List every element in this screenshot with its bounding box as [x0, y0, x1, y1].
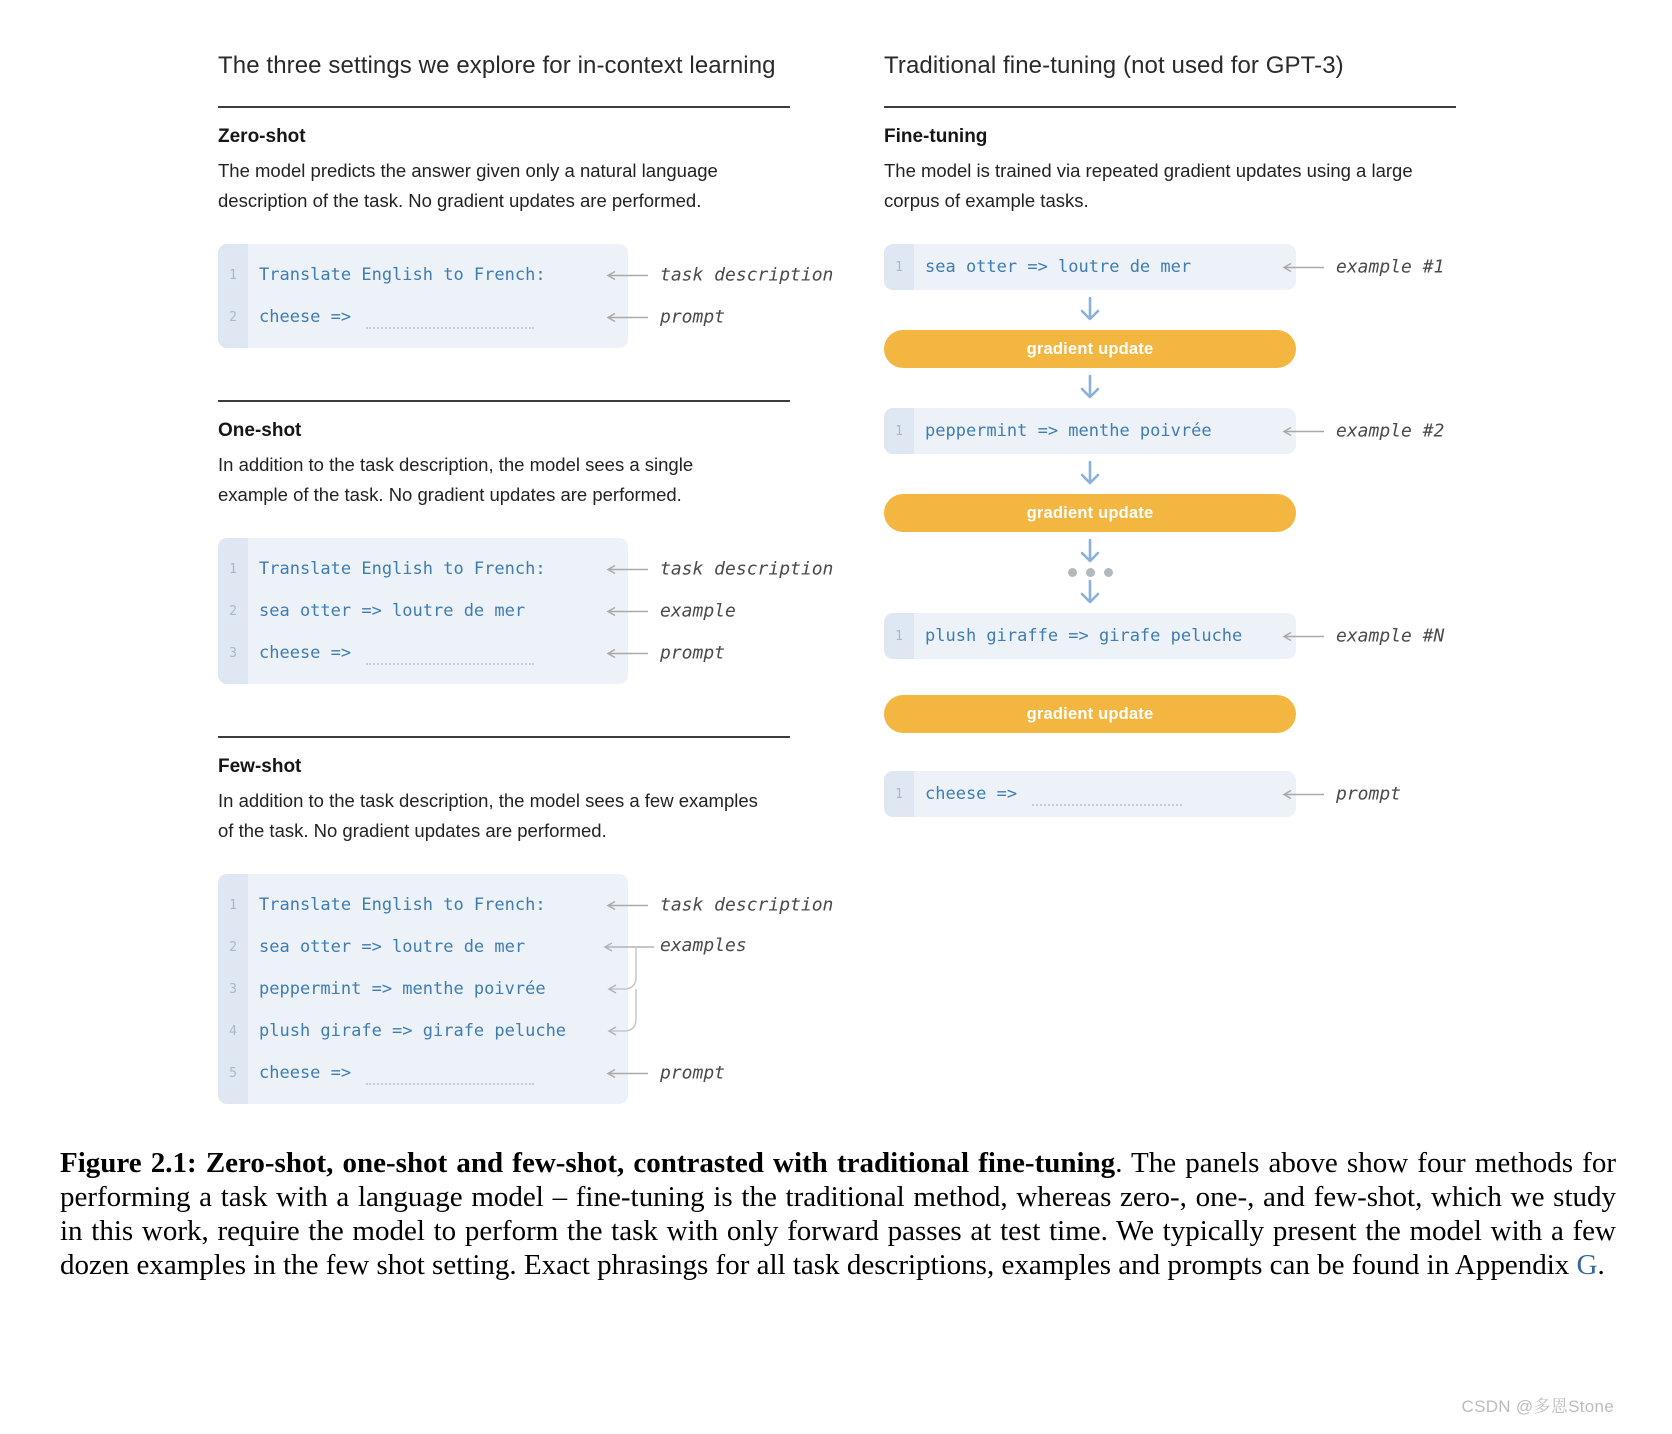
- annotation-text: example #1: [1336, 256, 1445, 278]
- line-number: 3: [229, 981, 237, 997]
- caption-period: .: [1597, 1249, 1605, 1281]
- annotation-text: prompt: [660, 642, 726, 664]
- prompt-box: [884, 771, 1402, 817]
- annotation-label: [604, 601, 736, 622]
- annotation-text: examples: [660, 935, 747, 956]
- prompt-dotted-blank: [1032, 804, 1182, 806]
- left-panel-title: The three settings we explore for in-context learning: [218, 52, 790, 108]
- down-arrow-icon: [1078, 460, 1102, 488]
- section-heading-few-shot: Few-shot: [218, 756, 302, 777]
- section-heading-zero-shot: Zero-shot: [218, 126, 306, 147]
- zero-shot-code-box: [218, 244, 834, 348]
- annotation-label: [1280, 626, 1444, 647]
- left-arrow-icon: [604, 605, 650, 617]
- section-description: The model is trained via repeated gradient updates using a large corpus of example tasks.: [884, 160, 1413, 211]
- annotation-text: prompt: [1336, 783, 1402, 805]
- down-arrow-icon: [1078, 374, 1102, 402]
- down-arrow-icon: [1078, 538, 1102, 566]
- left-arrow-icon: [604, 311, 650, 323]
- section-divider: [218, 736, 790, 738]
- pill-label: gradient update: [1026, 503, 1154, 522]
- pill-label: gradient update: [1026, 339, 1154, 358]
- left-arrow-icon: [604, 563, 650, 575]
- code-text: cheese =>: [259, 643, 352, 663]
- code-line: [218, 926, 628, 968]
- annotation-label: [660, 935, 747, 956]
- watermark: CSDN @多恩Stone: [1461, 1397, 1614, 1416]
- code-text: plush giraffe => girafe peluche: [925, 626, 1243, 646]
- caption-body: . The panels above show four methods for performing a task with a language model – fine-tuning is the traditional method, whereas zero-, one-, and few-shot, which we study in this work, require the model to perform the task with only forward passes at test time. We typically present the model with a few dozen examples in the few shot setting. Exact phrasings for all task descriptions, examples and prompts can be found in Appendix: [60, 1147, 1616, 1281]
- code-text: plush girafe => girafe peluche: [259, 1021, 567, 1041]
- bracket-icon: [596, 874, 656, 1054]
- code-line: [218, 632, 726, 674]
- code-line: [218, 884, 834, 926]
- line-number: 1: [895, 423, 903, 439]
- code-text: Translate English to French:: [259, 895, 546, 915]
- code-text: cheese =>: [259, 1063, 352, 1083]
- code-text: peppermint => menthe poivrée: [925, 421, 1212, 441]
- annotation-label: [1280, 421, 1444, 442]
- code-line: [218, 1052, 726, 1094]
- down-arrow-icon: [1078, 579, 1102, 607]
- line-number: 2: [229, 603, 237, 619]
- annotation-label: [604, 307, 725, 328]
- figure-caption: [60, 1146, 1616, 1282]
- fine-tuning-flow: [884, 244, 1445, 817]
- line-number: 1: [229, 267, 237, 283]
- annotation-text: example: [660, 600, 736, 622]
- line-number: 2: [229, 939, 237, 955]
- gradient-update-pill: [884, 695, 1296, 733]
- caption-bold-title: Figure 2.1: Zero-shot, one-shot and few-shot, contrasted with traditional fine-tuning: [60, 1147, 1116, 1179]
- line-number: 5: [229, 1065, 237, 1081]
- code-line: [884, 410, 1445, 452]
- code-line: [218, 590, 736, 632]
- code-text: Translate English to French:: [259, 559, 546, 579]
- example-1-box: [884, 244, 1445, 290]
- left-arrow-icon: [604, 269, 650, 281]
- line-number: 1: [895, 628, 903, 644]
- line-number: 1: [229, 897, 237, 913]
- annotation-label: [604, 1063, 725, 1084]
- annotation-text: task description: [660, 894, 834, 916]
- one-shot-code-box: [218, 538, 834, 684]
- prompt-dotted-blank: [366, 327, 534, 329]
- section-description: In addition to the task description, the model sees a few examples of the task. No gradient updates are performed.: [218, 790, 758, 841]
- left-arrow-icon: [1280, 630, 1326, 642]
- code-text: Translate English to French:: [259, 265, 546, 285]
- few-shot-code-box: [218, 874, 834, 1104]
- code-line: [884, 246, 1445, 288]
- line-number: 1: [895, 786, 903, 802]
- fine-tuning-panel: [884, 52, 1456, 817]
- annotation-text: example #2: [1336, 420, 1445, 442]
- annotation-text: task description: [660, 558, 834, 580]
- appendix-g-link[interactable]: G: [1576, 1249, 1598, 1281]
- code-text: sea otter => loutre de mer: [259, 601, 526, 621]
- code-line: [884, 615, 1445, 657]
- code-line: [218, 968, 628, 1010]
- annotation-label: [1280, 257, 1444, 278]
- left-arrow-icon: [1280, 788, 1326, 800]
- section-divider: [218, 400, 790, 402]
- annotation-label: [604, 559, 833, 580]
- right-panel-title: Traditional fine-tuning (not used for GPT-3): [884, 52, 1456, 108]
- line-number: 1: [229, 561, 237, 577]
- annotation-text: prompt: [660, 306, 726, 328]
- left-arrow-icon: [604, 1067, 650, 1079]
- annotation-text: example #N: [1336, 625, 1445, 647]
- ellipsis-icon: [1068, 568, 1113, 577]
- code-line: [218, 548, 834, 590]
- example-2-box: [884, 408, 1445, 454]
- gradient-update-pill: [884, 330, 1296, 368]
- gradient-update-pill: [884, 494, 1296, 532]
- annotation-text: task description: [660, 264, 834, 286]
- down-arrow-icon: [1078, 296, 1102, 324]
- code-line: [218, 296, 726, 338]
- section-heading-one-shot: One-shot: [218, 420, 302, 441]
- code-line: [218, 1010, 628, 1052]
- section-description: In addition to the task description, the model sees a single example of the task. No gradient updates are performed.: [218, 454, 694, 505]
- annotation-label: [1280, 784, 1401, 805]
- code-text: peppermint => menthe poivrée: [259, 979, 546, 999]
- code-line: [884, 773, 1402, 815]
- line-number: 3: [229, 645, 237, 661]
- code-line: [218, 254, 834, 296]
- code-text: cheese =>: [259, 307, 352, 327]
- line-number: 2: [229, 309, 237, 325]
- prompt-dotted-blank: [366, 1083, 534, 1085]
- left-arrow-icon: [1280, 425, 1326, 437]
- annotation-label: [604, 643, 725, 664]
- in-context-learning-panel: [218, 52, 834, 1104]
- code-text: sea otter => loutre de mer: [259, 937, 526, 957]
- section-description: The model predicts the answer given only a natural language description of the task. No gradient updates are performed.: [218, 160, 718, 211]
- line-number: 1: [895, 259, 903, 275]
- annotation-text: prompt: [660, 1062, 726, 1084]
- prompt-dotted-blank: [366, 663, 534, 665]
- pill-label: gradient update: [1026, 704, 1154, 723]
- section-heading-fine-tuning: Fine-tuning: [884, 126, 988, 147]
- left-arrow-icon: [1280, 261, 1326, 273]
- code-text: cheese =>: [925, 784, 1018, 804]
- code-text: sea otter => loutre de mer: [925, 257, 1192, 277]
- annotation-label: [604, 265, 833, 286]
- example-n-box: [884, 613, 1445, 659]
- left-arrow-icon: [604, 647, 650, 659]
- line-number: 4: [229, 1023, 237, 1039]
